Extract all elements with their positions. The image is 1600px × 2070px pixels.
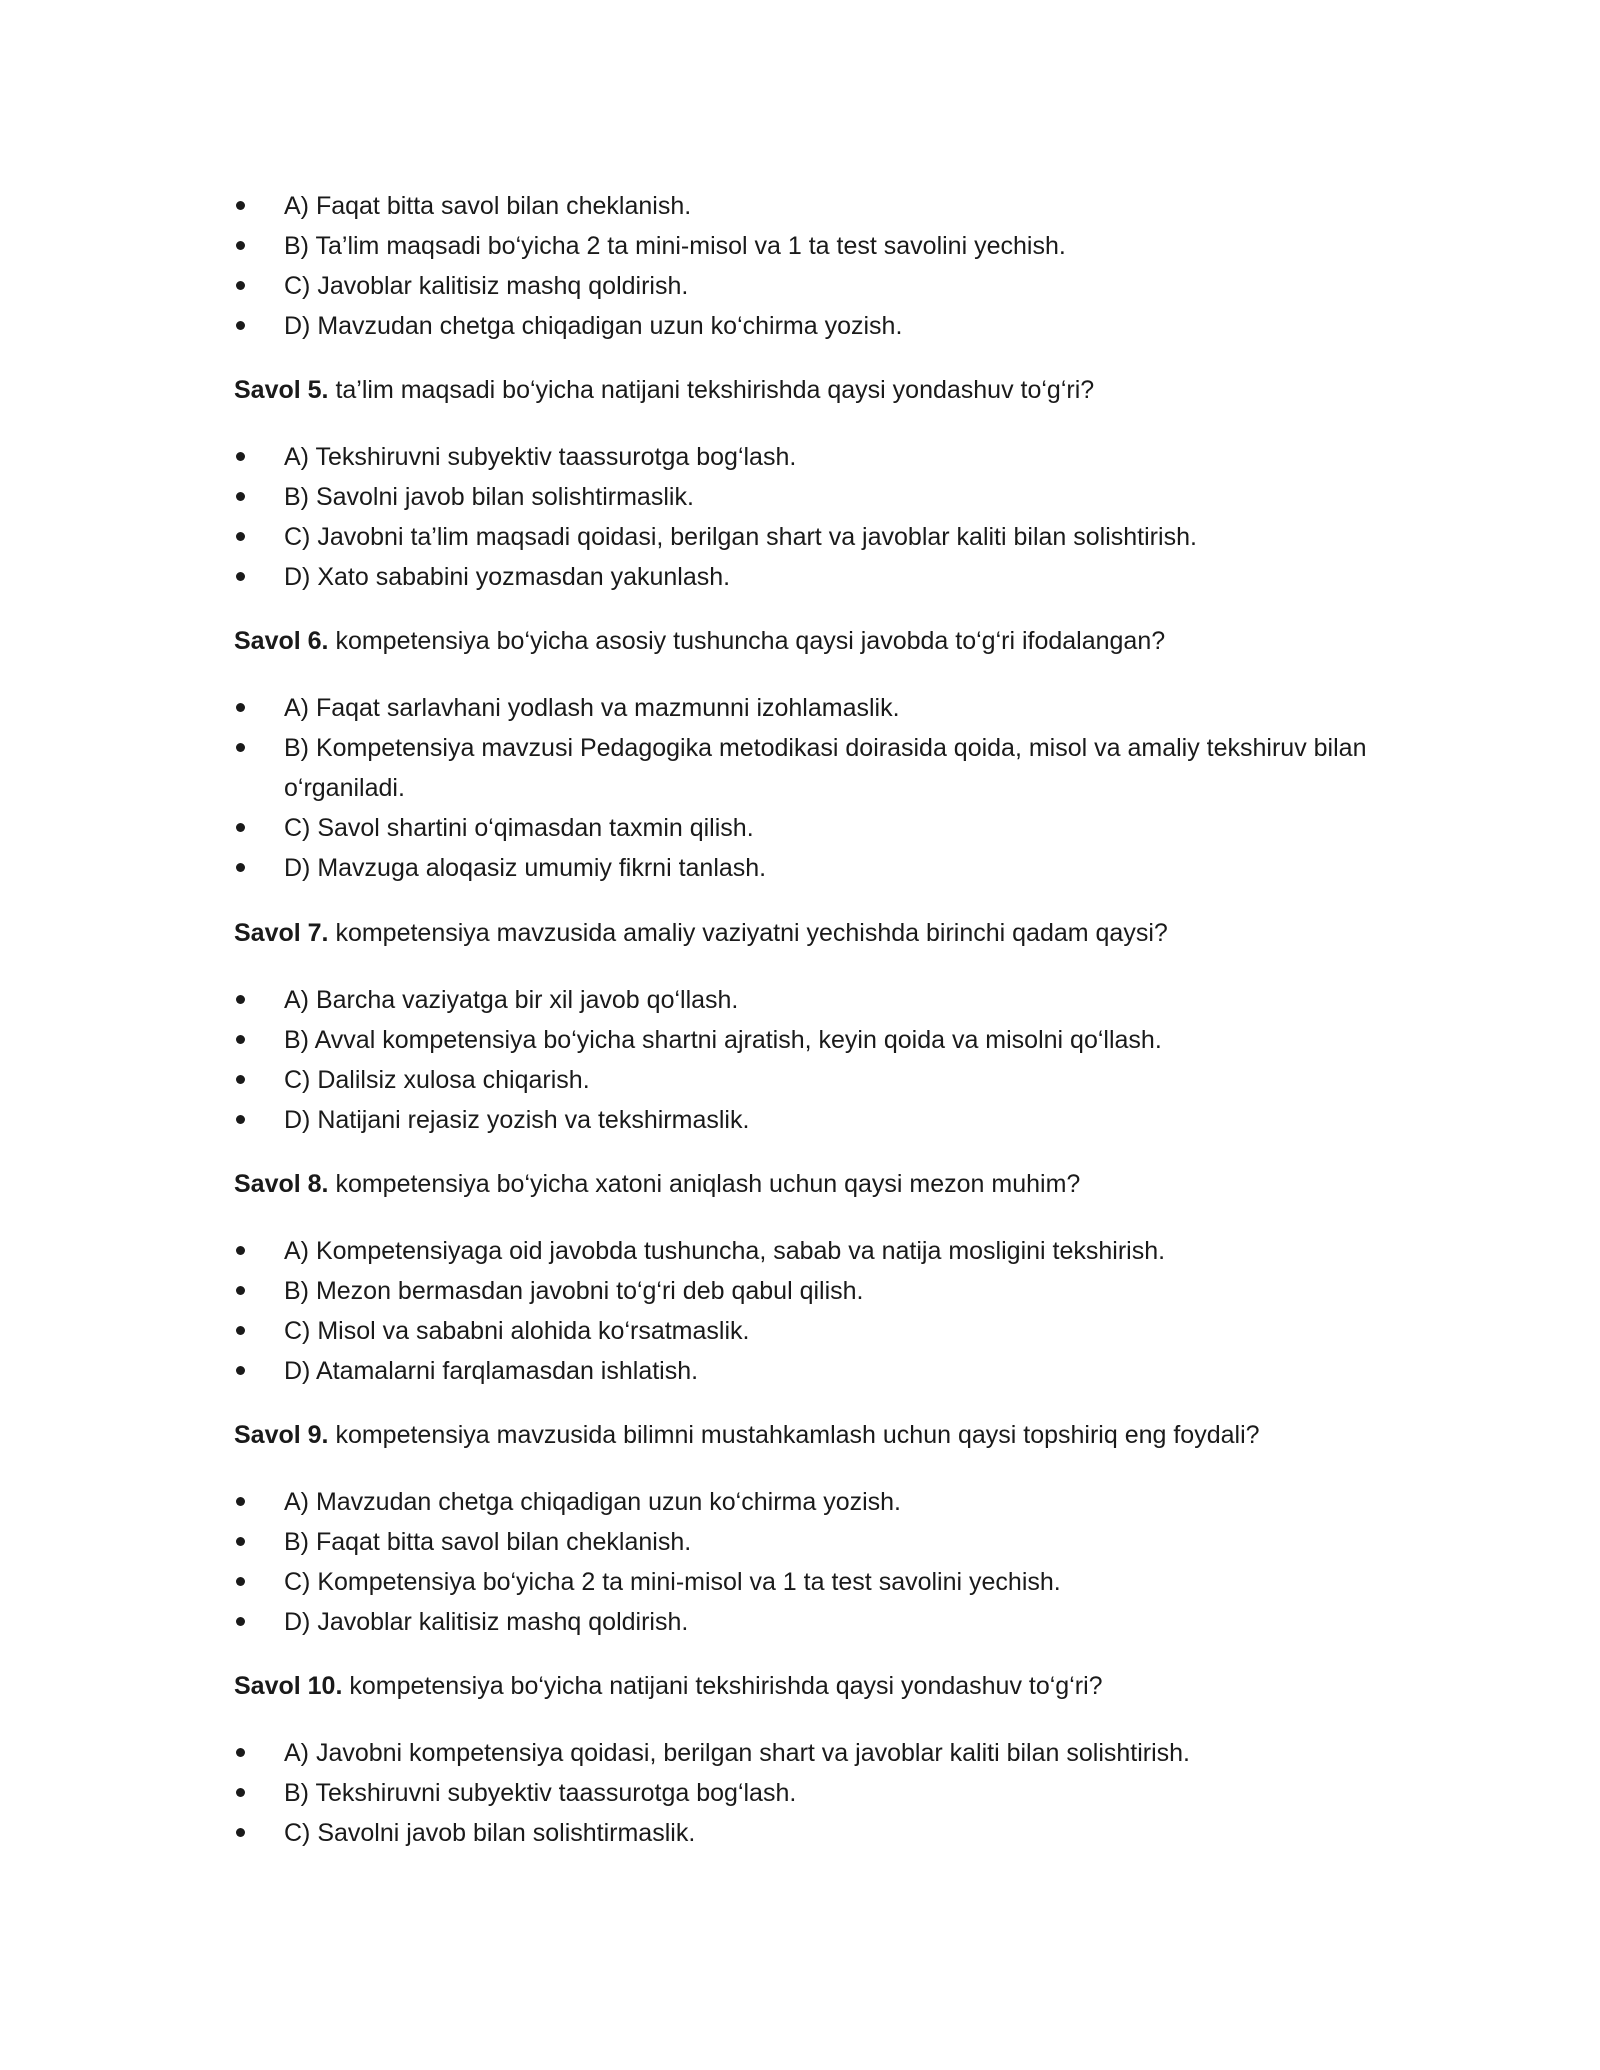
option-item — [234, 1522, 1384, 1562]
bullet-icon — [236, 241, 245, 250]
question-text: kompetensiya bo‘yicha natijani tekshirishda qaysi yondashuv to‘g‘ri? — [342, 1672, 1103, 1700]
option-text: D) Atamalarni farqlamasdan ishlatish. — [284, 1357, 699, 1385]
question-heading — [234, 913, 1384, 953]
question-heading — [234, 1164, 1384, 1204]
question-5-options — [234, 437, 1384, 597]
bullet-icon — [236, 201, 245, 210]
question-7-options — [234, 980, 1384, 1140]
option-text: A) Faqat bitta savol bilan cheklanish. — [284, 192, 692, 220]
bullet-icon — [236, 1748, 245, 1757]
option-item — [234, 226, 1384, 266]
option-text: C) Javobni ta’lim maqsadi qoidasi, berilgan shart va javoblar kaliti bilan solishtirish. — [284, 523, 1197, 551]
option-text: B) Savolni javob bilan solishtirmaslik. — [284, 483, 694, 511]
top-options-block — [234, 186, 1384, 346]
option-text: B) Mezon bermasdan javobni to‘g‘ri deb qabul qilish. — [284, 1277, 864, 1305]
bullet-icon — [236, 1577, 245, 1586]
question-6-options — [234, 688, 1384, 888]
bullet-icon — [236, 823, 245, 832]
option-item — [234, 266, 1384, 306]
option-text: C) Javoblar kalitisiz mashq qoldirish. — [284, 272, 689, 300]
option-item — [234, 688, 1384, 728]
question-number: Savol 9. — [234, 1421, 329, 1449]
options-list — [234, 1482, 1384, 1642]
option-text: C) Kompetensiya bo‘yicha 2 ta mini-misol va 1 ta test savolini yechish. — [284, 1568, 1061, 1596]
option-text: A) Javobni kompetensiya qoidasi, berilgan shart va javoblar kaliti bilan solishtirish. — [284, 1739, 1191, 1767]
question-text: kompetensiya bo‘yicha asosiy tushuncha qaysi javobda to‘g‘ri ifodalangan? — [328, 627, 1166, 655]
question-10 — [234, 1666, 1384, 1706]
bullet-icon — [236, 452, 245, 461]
option-item — [234, 186, 1384, 226]
option-item — [234, 1482, 1384, 1522]
option-text: D) Mavzuga aloqasiz umumiy fikrni tanlash. — [284, 854, 767, 882]
option-text: D) Natijani rejasiz yozish va tekshirmaslik. — [284, 1106, 750, 1134]
option-text: B) Kompetensiya mavzusi Pedagogika metodikasi doirasida qoida, misol va amaliy tekshiruv bilan o‘rganiladi. — [284, 734, 1367, 802]
bullet-icon — [236, 281, 245, 290]
option-item — [234, 808, 1384, 848]
option-item — [234, 306, 1384, 346]
question-heading — [234, 621, 1384, 661]
question-heading — [234, 1415, 1384, 1455]
bullet-icon — [236, 1035, 245, 1044]
bullet-icon — [236, 532, 245, 541]
question-10-options — [234, 1733, 1384, 1853]
bullet-icon — [236, 863, 245, 872]
option-text: A) Kompetensiyaga oid javobda tushuncha, sabab va natija mosligini tekshirish. — [284, 1237, 1166, 1265]
option-text: D) Javoblar kalitisiz mashq qoldirish. — [284, 1608, 689, 1636]
question-text: ta’lim maqsadi bo‘yicha natijani tekshirishda qaysi yondashuv to‘g‘ri? — [328, 376, 1095, 404]
options-list — [234, 186, 1384, 346]
bullet-icon — [236, 1788, 245, 1797]
bullet-icon — [236, 743, 245, 752]
bullet-icon — [236, 995, 245, 1004]
option-text: C) Misol va sababni alohida ko‘rsatmaslik. — [284, 1317, 750, 1345]
bullet-icon — [236, 1537, 245, 1546]
option-item — [234, 477, 1384, 517]
option-text: C) Savol shartini o‘qimasdan taxmin qilish. — [284, 814, 754, 842]
option-text: B) Ta’lim maqsadi bo‘yicha 2 ta mini-misol va 1 ta test savolini yechish. — [284, 232, 1066, 260]
options-list — [234, 1733, 1384, 1853]
question-6 — [234, 621, 1384, 661]
option-text: D) Xato sababini yozmasdan yakunlash. — [284, 563, 731, 591]
option-text: B) Faqat bitta savol bilan cheklanish. — [284, 1528, 692, 1556]
bullet-icon — [236, 703, 245, 712]
option-text: C) Dalilsiz xulosa chiqarish. — [284, 1066, 590, 1094]
question-9-options — [234, 1482, 1384, 1642]
question-8 — [234, 1164, 1384, 1204]
bullet-icon — [236, 1828, 245, 1837]
option-item — [234, 848, 1384, 888]
option-text: A) Barcha vaziyatga bir xil javob qo‘llash. — [284, 986, 739, 1014]
option-item — [234, 1271, 1384, 1311]
bullet-icon — [236, 1286, 245, 1295]
question-number: Savol 10. — [234, 1672, 343, 1700]
bullet-icon — [236, 572, 245, 581]
question-heading — [234, 370, 1384, 410]
options-list — [234, 980, 1384, 1140]
option-item — [234, 1733, 1384, 1773]
option-item — [234, 517, 1384, 557]
question-text: kompetensiya mavzusida amaliy vaziyatni yechishda birinchi qadam qaysi? — [328, 919, 1168, 947]
question-number: Savol 7. — [234, 919, 329, 947]
bullet-icon — [236, 1326, 245, 1335]
option-text: B) Tekshiruvni subyektiv taassurotga bog‘lash. — [284, 1779, 797, 1807]
option-item — [234, 1060, 1384, 1100]
question-heading — [234, 1666, 1384, 1706]
question-number: Savol 5. — [234, 376, 329, 404]
question-number: Savol 8. — [234, 1170, 329, 1198]
question-9 — [234, 1415, 1384, 1455]
option-item — [234, 1773, 1384, 1813]
bullet-icon — [236, 1366, 245, 1375]
option-text: B) Avval kompetensiya bo‘yicha shartni ajratish, keyin qoida va misolni qo‘llash. — [284, 1026, 1162, 1054]
option-item — [234, 1231, 1384, 1271]
question-5 — [234, 370, 1384, 410]
question-number: Savol 6. — [234, 627, 329, 655]
option-text: D) Mavzudan chetga chiqadigan uzun ko‘chirma yozish. — [284, 312, 903, 340]
question-7 — [234, 913, 1384, 953]
bullet-icon — [236, 1115, 245, 1124]
option-item — [234, 1020, 1384, 1060]
option-item — [234, 437, 1384, 477]
option-text: C) Savolni javob bilan solishtirmaslik. — [284, 1819, 696, 1847]
bullet-icon — [236, 492, 245, 501]
option-item — [234, 1602, 1384, 1642]
bullet-icon — [236, 1497, 245, 1506]
bullet-icon — [236, 1246, 245, 1255]
option-item — [234, 1100, 1384, 1140]
bullet-icon — [236, 1075, 245, 1084]
option-text: A) Tekshiruvni subyektiv taassurotga bog‘lash. — [284, 443, 797, 471]
option-item — [234, 1311, 1384, 1351]
options-list — [234, 437, 1384, 597]
option-item — [234, 557, 1384, 597]
bullet-icon — [236, 321, 245, 330]
option-text: A) Mavzudan chetga chiqadigan uzun ko‘chirma yozish. — [284, 1488, 902, 1516]
option-item — [234, 1562, 1384, 1602]
options-list — [234, 1231, 1384, 1391]
option-item — [234, 980, 1384, 1020]
option-text: A) Faqat sarlavhani yodlash va mazmunni izohlamaslik. — [284, 694, 900, 722]
options-list — [234, 688, 1384, 888]
option-item — [234, 728, 1384, 808]
option-item — [234, 1351, 1384, 1391]
question-8-options — [234, 1231, 1384, 1391]
question-text: kompetensiya mavzusida bilimni mustahkamlash uchun qaysi topshiriq eng foydali? — [328, 1421, 1260, 1449]
question-text: kompetensiya bo‘yicha xatoni aniqlash uchun qaysi mezon muhim? — [328, 1170, 1081, 1198]
bullet-icon — [236, 1617, 245, 1626]
option-item — [234, 1813, 1384, 1853]
